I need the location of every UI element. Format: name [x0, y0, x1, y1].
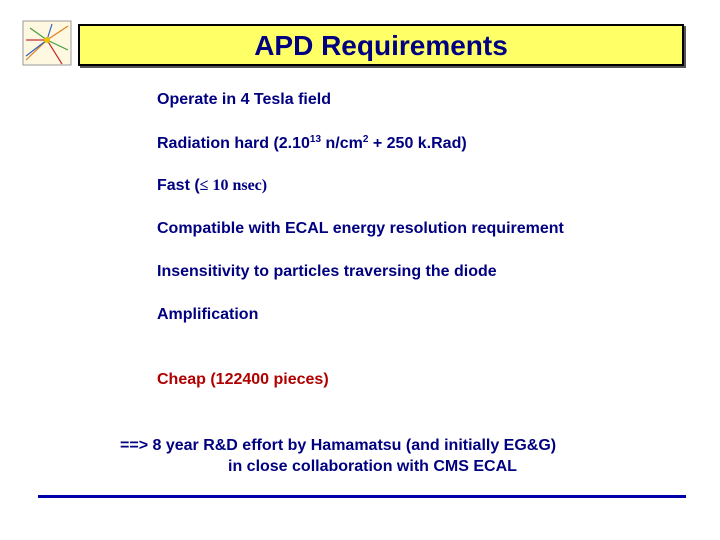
rnd-summary: [120, 435, 620, 477]
bottom-rule: [38, 495, 686, 498]
cms-logo: [22, 20, 72, 66]
requirement-ecal-resolution: Compatible with ECAL energy resolution requirement: [157, 220, 564, 237]
page-title: APD Requirements: [254, 30, 508, 61]
radiation-dose: + 250 k.Rad): [368, 135, 467, 152]
fast-value: ≤ 10 nsec): [199, 177, 268, 194]
summary-line-1: ==> 8 year R&D effort by Hamamatsu (and initially EG&G): [120, 437, 557, 454]
requirement-insensitivity: Insensitivity to particles traversing the diode: [157, 263, 497, 280]
radiation-text: Radiation hard (2.10: [157, 135, 310, 152]
radiation-unit: n/cm: [321, 135, 363, 152]
title-banner: [78, 24, 684, 66]
requirement-radiation-hard: [157, 134, 467, 153]
requirement-fast: [157, 177, 267, 195]
radiation-unit-exponent: 2: [362, 134, 369, 145]
requirement-amplification: Amplification: [157, 306, 259, 323]
radiation-exponent: 13: [309, 134, 322, 145]
summary-line-2: in close collaboration with CMS ECAL: [228, 458, 517, 475]
fast-label: Fast (: [157, 177, 200, 194]
requirement-tesla-field: Operate in 4 Tesla field: [157, 91, 331, 108]
requirement-cheap: Cheap (122400 pieces): [157, 371, 329, 388]
